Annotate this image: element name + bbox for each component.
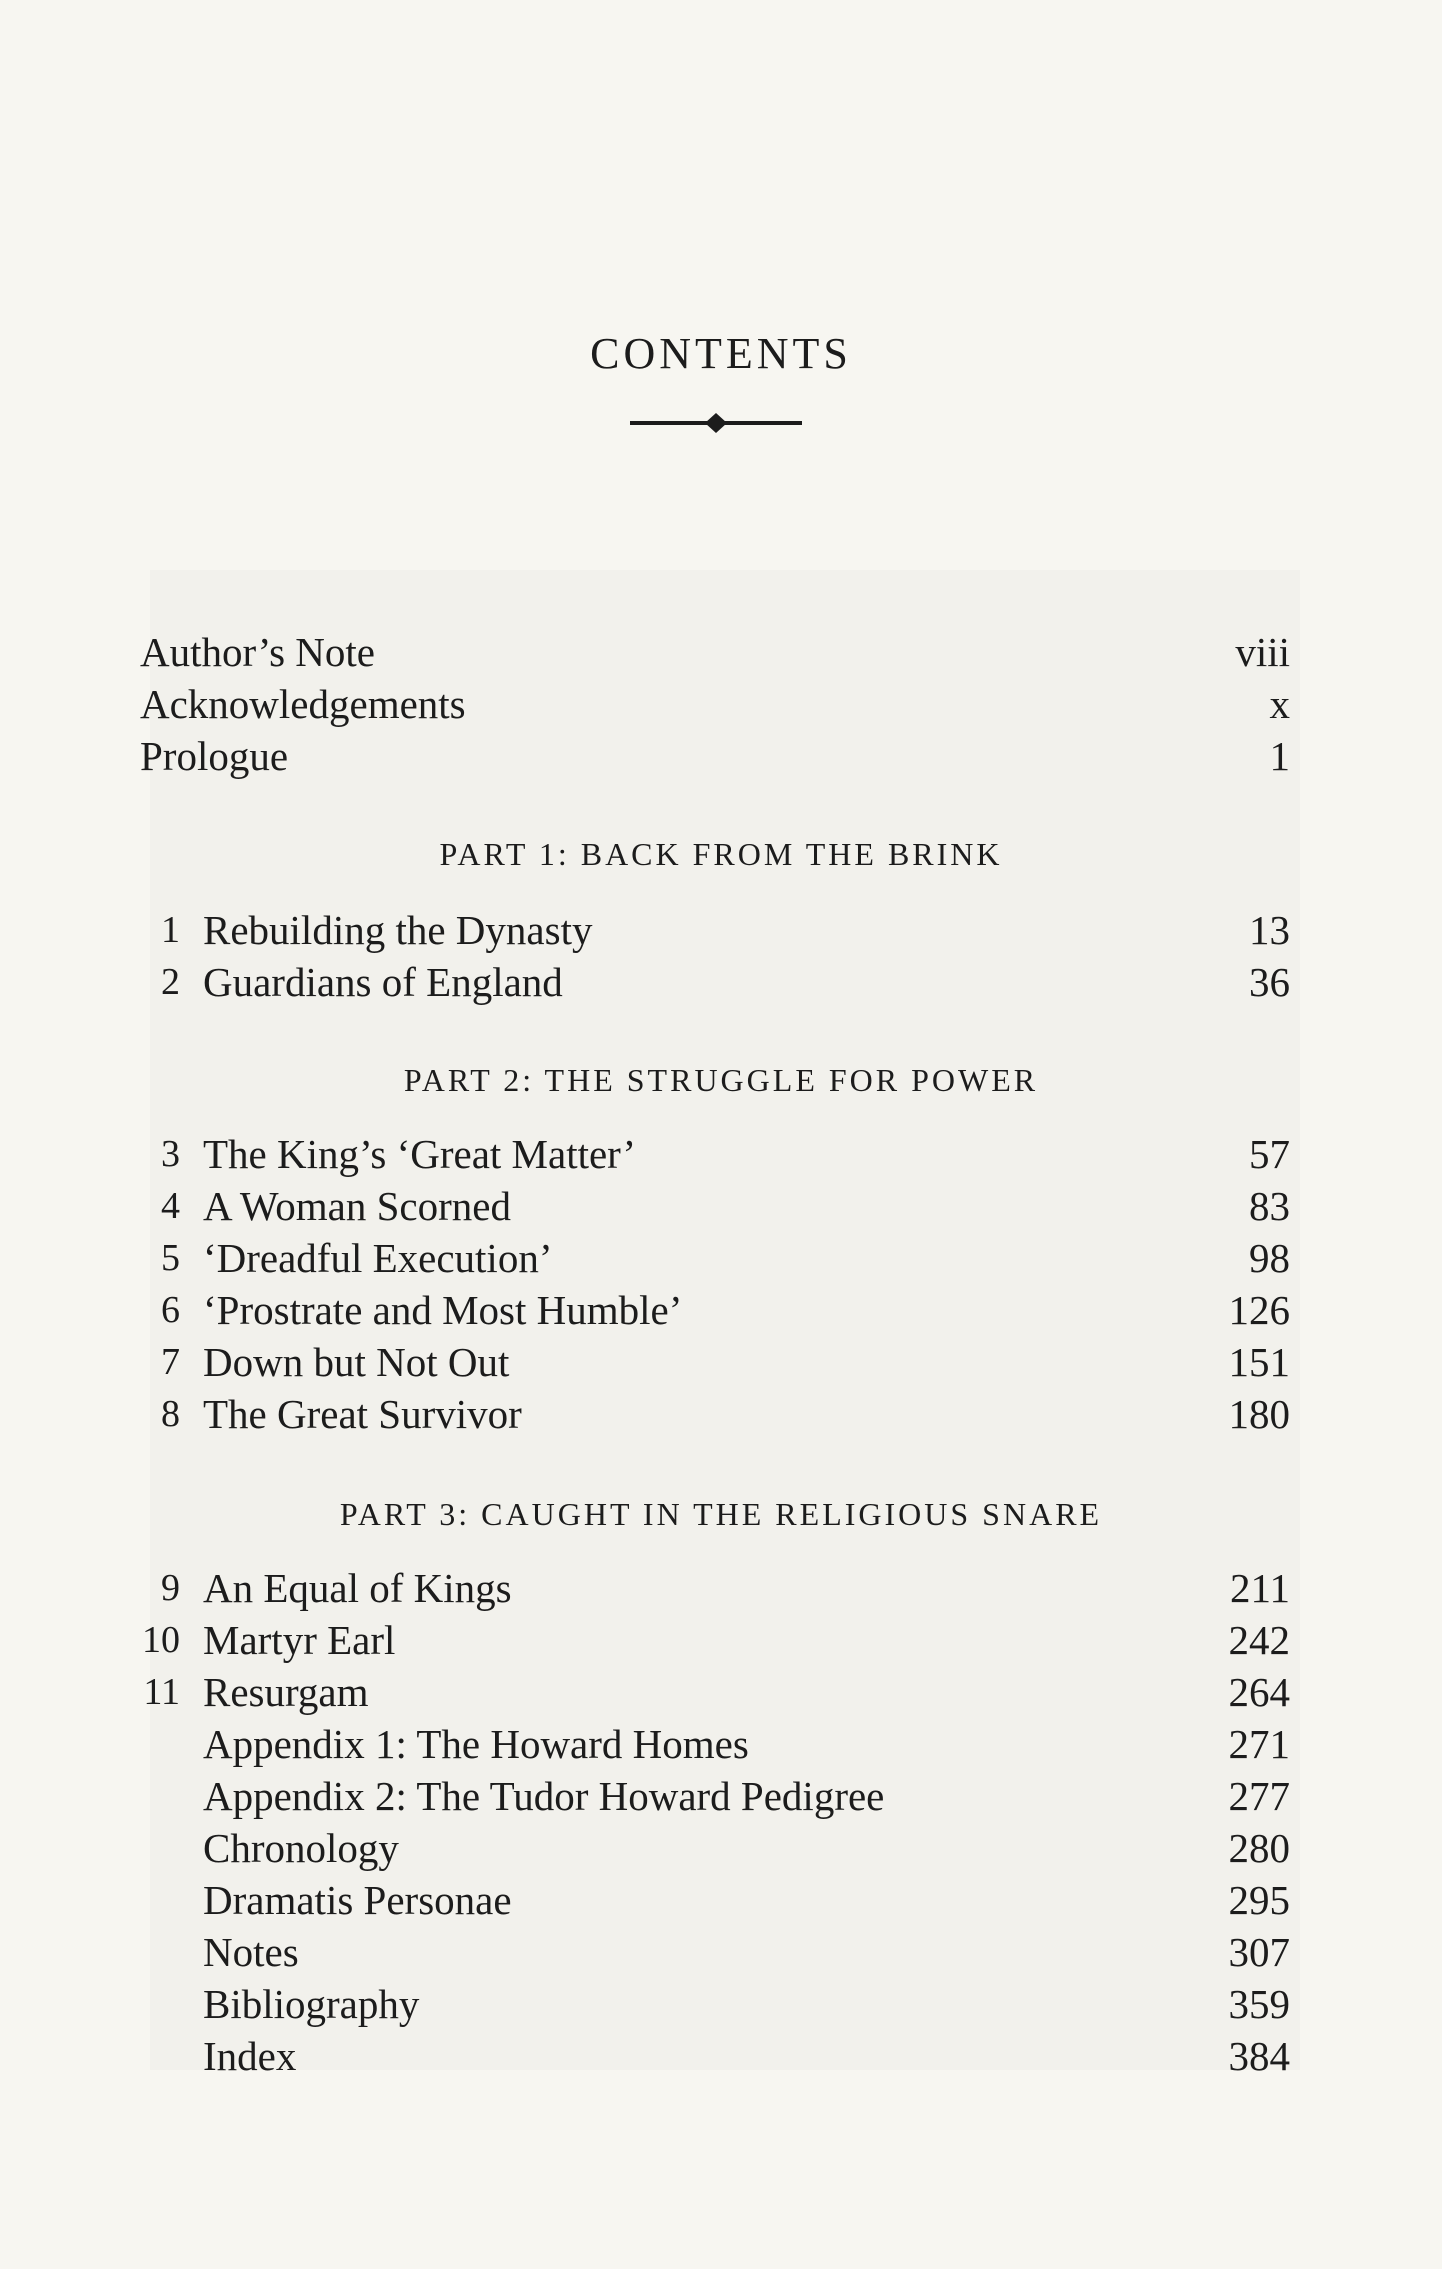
chapter-number: 5: [161, 1237, 180, 1279]
toc-entry-page: 359: [1228, 1981, 1290, 2027]
toc-chapter-3[interactable]: [140, 1128, 1290, 1180]
ornament-divider-icon: [630, 408, 802, 438]
toc-entry-appendix-1[interactable]: [140, 1718, 1290, 1770]
toc-chapter-6[interactable]: [140, 1284, 1290, 1336]
toc-entry-label: Chronology: [203, 1825, 399, 1871]
toc-entry-page: 384: [1228, 2033, 1290, 2079]
toc-entry-label: Prologue: [140, 733, 289, 779]
toc-entry-acknowledgements[interactable]: [140, 678, 1290, 730]
toc-entry-label: Appendix 2: The Tudor Howard Pedigree: [203, 1773, 885, 1819]
toc-entry-page: 280: [1228, 1825, 1290, 1871]
toc-entry-label: Appendix 1: The Howard Homes: [203, 1721, 749, 1767]
part-3-chapter-list: [140, 1562, 1290, 2082]
chapter-number: 10: [142, 1619, 180, 1661]
toc-entry-notes[interactable]: [140, 1926, 1290, 1978]
chapter-number: 1: [161, 909, 180, 951]
toc-entry-label: Notes: [203, 1929, 299, 1975]
toc-entry-label: Index: [203, 2033, 297, 2079]
front-matter-list: [140, 626, 1290, 782]
chapter-number: 7: [161, 1341, 180, 1383]
page-title: CONTENTS: [590, 329, 852, 378]
toc-chapter-4[interactable]: [140, 1180, 1290, 1232]
toc-entry-index[interactable]: [140, 2030, 1290, 2082]
part-3-heading: PART 3: CAUGHT IN THE RELIGIOUS SNARE: [339, 1496, 1103, 1532]
toc-entry-bibliography[interactable]: [140, 1978, 1290, 2030]
chapter-title: Guardians of England: [203, 959, 563, 1005]
chapter-title: Rebuilding the Dynasty: [203, 907, 593, 953]
toc-entry-page: 277: [1228, 1773, 1290, 1819]
toc-entry-dramatis-personae[interactable]: [140, 1874, 1290, 1926]
chapter-title: ‘Dreadful Execution’: [203, 1235, 553, 1281]
toc-chapter-9[interactable]: [140, 1562, 1290, 1614]
toc-entry-page: 1: [1269, 733, 1290, 779]
chapter-page: 151: [1228, 1339, 1290, 1385]
toc-chapter-1[interactable]: [140, 904, 1290, 956]
chapter-page: 83: [1249, 1183, 1290, 1229]
chapter-page: 242: [1228, 1617, 1290, 1663]
chapter-page: 126: [1228, 1287, 1290, 1333]
toc-entry-label: Acknowledgements: [140, 681, 466, 727]
chapter-title: Martyr Earl: [203, 1617, 396, 1663]
chapter-title: A Woman Scorned: [203, 1183, 511, 1229]
chapter-title: The Great Survivor: [203, 1391, 522, 1437]
chapter-number: 8: [161, 1393, 180, 1435]
chapter-page: 180: [1228, 1391, 1290, 1437]
chapter-number: 2: [161, 961, 180, 1003]
toc-entry-chronology[interactable]: [140, 1822, 1290, 1874]
part-1-heading: PART 1: BACK FROM THE BRINK: [439, 836, 1003, 872]
part-1-chapter-list: [140, 904, 1290, 1008]
toc-chapter-2[interactable]: [140, 956, 1290, 1008]
toc-entry-label: Bibliography: [203, 1981, 420, 2027]
chapter-number: 3: [161, 1133, 180, 1175]
chapter-page: 13: [1249, 907, 1290, 953]
chapter-title: An Equal of Kings: [203, 1565, 512, 1611]
toc-entry-label: Author’s Note: [140, 629, 375, 675]
toc-chapter-5[interactable]: [140, 1232, 1290, 1284]
toc-entry-page: 307: [1228, 1929, 1290, 1975]
toc-chapter-11[interactable]: [140, 1666, 1290, 1718]
toc-chapter-7[interactable]: [140, 1336, 1290, 1388]
chapter-page: 98: [1249, 1235, 1290, 1281]
chapter-number: 6: [161, 1289, 180, 1331]
toc-entry-page: x: [1269, 681, 1290, 727]
chapter-title: Down but Not Out: [203, 1339, 510, 1385]
toc-entry-prologue[interactable]: [140, 730, 1290, 782]
chapter-title: Resurgam: [203, 1669, 369, 1715]
chapter-page: 211: [1230, 1565, 1290, 1611]
toc-entry-page: 271: [1228, 1721, 1290, 1767]
chapter-page: 264: [1228, 1669, 1290, 1715]
chapter-number: 4: [161, 1185, 180, 1227]
toc-entry-label: Dramatis Personae: [203, 1877, 512, 1923]
toc-chapter-10[interactable]: [140, 1614, 1290, 1666]
part-2-heading: PART 2: THE STRUGGLE FOR POWER: [403, 1062, 1039, 1098]
toc-entry-page: 295: [1228, 1877, 1290, 1923]
toc-chapter-8[interactable]: [140, 1388, 1290, 1440]
chapter-number: 11: [143, 1671, 180, 1713]
chapter-page: 36: [1249, 959, 1290, 1005]
chapter-title: The King’s ‘Great Matter’: [203, 1131, 637, 1177]
toc-entry-page: viii: [1235, 629, 1290, 675]
chapter-number: 9: [161, 1567, 180, 1609]
toc-entry-appendix-2[interactable]: [140, 1770, 1290, 1822]
part-2-chapter-list: [140, 1128, 1290, 1440]
chapter-page: 57: [1249, 1131, 1290, 1177]
chapter-title: ‘Prostrate and Most Humble’: [203, 1287, 683, 1333]
toc-entry-authors-note[interactable]: [140, 626, 1290, 678]
